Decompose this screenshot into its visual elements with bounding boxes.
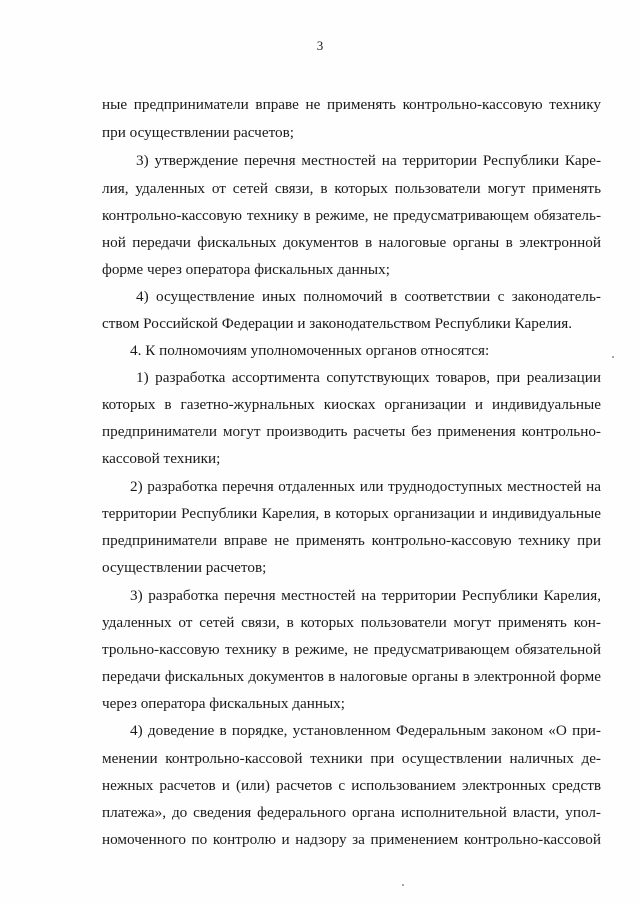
text-line: 2) разработка перечня отдаленных или труднодоступных местностей на xyxy=(130,478,601,495)
text-line: форме через оператора фискальных данных; xyxy=(102,261,390,278)
text-line: через оператора фискальных данных; xyxy=(102,695,345,712)
text-line: 4. К полномочиям уполномоченных органов относятся: xyxy=(130,342,490,359)
text-line: лия, удаленных от сетей связи, в которых пользователи могут применять xyxy=(102,180,601,197)
text-line: контрольно-кассовую технику в режиме, не предусматривающем обязатель- xyxy=(102,207,601,224)
text-line: менении контрольно-кассовой техники при осуществлении наличных де- xyxy=(102,750,601,767)
text-line: 3) разработка перечня местностей на территории Республики Карелия, xyxy=(130,587,601,604)
text-line: территории Республики Карелия, в которых организации и индивидуальные xyxy=(102,505,601,522)
text-line: которых в газетно-журнальных киосках организации и индивидуальные xyxy=(102,396,601,413)
text-line: 1) разработка ассортимента сопутствующих товаров, при реализации xyxy=(136,369,601,386)
text-line: кассовой техники; xyxy=(102,450,221,467)
text-line: нежных расчетов и (или) расчетов с использованием электронных средств xyxy=(102,777,601,794)
text-line: передачи фискальных документов в налоговые органы в электронной форме xyxy=(102,668,601,685)
text-line: ные предприниматели вправе не применять контрольно-кассовую технику xyxy=(102,96,601,113)
text-line: 3) утверждение перечня местностей на территории Республики Каре- xyxy=(136,152,601,169)
text-line: предприниматели могут производить расчеты без применения контрольно- xyxy=(102,423,601,440)
text-line: трольно-кассовую технику в режиме, не предусматривающем обязательной xyxy=(102,641,601,658)
text-line: осуществлении расчетов; xyxy=(102,559,267,576)
text-line: ной передачи фискальных документов в налоговые органы в электронной xyxy=(102,234,601,251)
page-number: 3 xyxy=(316,38,324,53)
text-line: ством Российской Федерации и законодательством Республики Карелия. xyxy=(102,315,573,332)
text-line: платежа», до сведения федерального органа исполнительной власти, упол- xyxy=(102,804,601,821)
scan-speck xyxy=(612,356,614,358)
text-line: удаленных от сетей связи, в которых пользователи могут применять кон- xyxy=(102,614,601,631)
text-line: номоченного по контролю и надзору за применением контрольно-кассовой xyxy=(102,831,601,848)
text-line: предприниматели вправе не применять контрольно-кассовую технику при xyxy=(102,532,601,549)
scan-speck xyxy=(402,884,404,886)
text-line: при осуществлении расчетов; xyxy=(102,124,294,141)
text-line: 4) осуществление иных полномочий в соответствии с законодатель- xyxy=(136,288,601,305)
text-line: 4) доведение в порядке, установленном Федеральным законом «О при- xyxy=(130,722,601,739)
